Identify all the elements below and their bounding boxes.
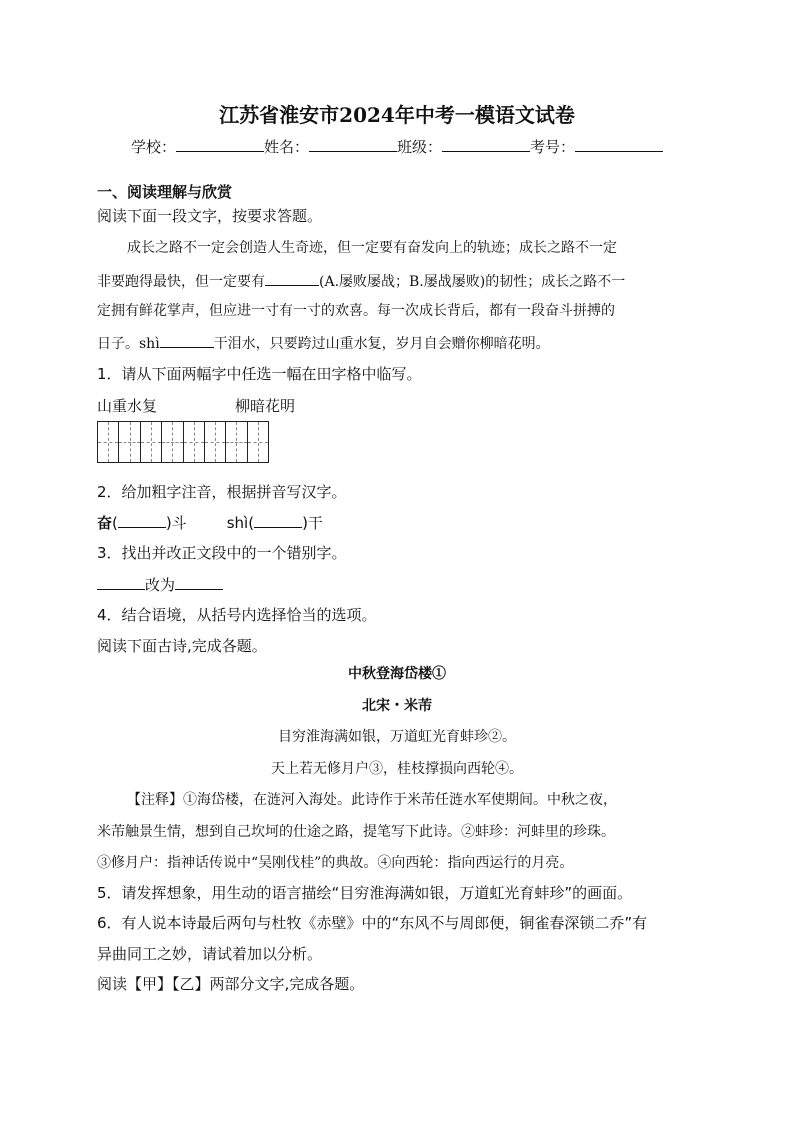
reading-intro: 阅读下面一段文字，按要求答题。 bbox=[97, 207, 323, 225]
number-field[interactable] bbox=[575, 136, 663, 152]
question-2: 2．给加粗字注音，根据拼音写汉字。 bbox=[97, 483, 347, 501]
poem-line-1: 目穷淮海满如银，万道虹光育蚌珍②。 bbox=[278, 729, 516, 745]
q2-pinyin-blank[interactable] bbox=[118, 512, 166, 528]
passage-blank-char[interactable] bbox=[160, 332, 214, 348]
passage-line-4 bbox=[97, 332, 550, 354]
number-label: 考号： bbox=[530, 138, 576, 156]
q2-pinyin: shì( bbox=[226, 514, 255, 532]
grid-cell[interactable] bbox=[119, 422, 140, 462]
q2-close-b: )干 bbox=[302, 514, 323, 532]
grid-cell[interactable] bbox=[226, 422, 247, 462]
passage-line-1: 成长之路不一定会创造人生奇迹，但一定要有奋发向上的轨迹；成长之路不一定 bbox=[127, 240, 617, 256]
question-1: 1．请从下面两幅字中任选一幅在田字格中临写。 bbox=[97, 365, 422, 383]
grid-cell[interactable] bbox=[162, 422, 183, 462]
question-6-line-1: 6．有人说本诗最后两句与杜牧《赤壁》中的“东风不与周郎便，铜雀春深锁二乔”有 bbox=[97, 914, 648, 932]
passage-line-2-end: (A.屡败屡战；B.屡战屡败)的韧性；成长之路不一 bbox=[319, 274, 626, 290]
q1-word-1: 山重水复 bbox=[97, 397, 158, 415]
poem-author: 北宋・米芾 bbox=[362, 698, 432, 714]
school-field[interactable] bbox=[176, 136, 264, 152]
q2-hanzi-blank[interactable] bbox=[254, 512, 302, 528]
student-info-row bbox=[0, 136, 794, 157]
q3-wrong-blank[interactable] bbox=[97, 574, 145, 590]
grid-cell[interactable] bbox=[98, 422, 119, 462]
notes-line-2: 米芾触景生情，想到自己坎坷的仕途之路，提笔写下此诗。②蚌珍：河蚌里的珍珠。 bbox=[97, 824, 615, 840]
school-label: 学校： bbox=[130, 138, 176, 156]
section-heading: 一、阅读理解与欣赏 bbox=[97, 183, 233, 201]
passage-blank-choice[interactable] bbox=[265, 270, 319, 286]
q1-words bbox=[97, 396, 295, 416]
q2-close-a: )斗 bbox=[165, 514, 187, 532]
passage-line-4-start: 日子。shì bbox=[97, 336, 160, 352]
name-field[interactable] bbox=[309, 136, 397, 152]
name-label: 姓名： bbox=[263, 138, 309, 156]
notes-line-3: ③修月户：指神话传说中“吴刚伐桂”的典故。④向西轮：指向西运行的月亮。 bbox=[97, 855, 574, 871]
question-4: 4．结合语境，从括号内选择恰当的选项。 bbox=[97, 606, 377, 624]
q2-answers bbox=[97, 512, 323, 533]
q1-word-2: 柳暗花明 bbox=[235, 397, 296, 415]
q2-bold-char: 奋 bbox=[97, 514, 113, 532]
question-3: 3．找出并改正文段中的一个错别字。 bbox=[97, 544, 347, 562]
q2-open-paren: ( bbox=[112, 514, 118, 532]
tianzige-grid[interactable] bbox=[97, 421, 269, 463]
passage-line-2-start: 非要跑得最快，但一定要有 bbox=[97, 274, 265, 290]
passage-line-4-end: 干泪水，只要跨过山重水复，岁月自会赠你柳暗花明。 bbox=[213, 336, 550, 352]
grid-cell[interactable] bbox=[141, 422, 162, 462]
notes-line-1: 【注释】①海岱楼，在涟河入海处。此诗作于米芾任涟水军使期间。中秋之夜， bbox=[127, 792, 617, 808]
page-title: 江苏省淮安市2024年中考一模语文试卷 bbox=[219, 103, 575, 127]
passage-line-2 bbox=[97, 270, 625, 292]
poem-line-2: 天上若无修月户③，桂枝撑损向西轮④。 bbox=[271, 761, 523, 777]
next-reading-intro: 阅读【甲】【乙】两部分文字,完成各题。 bbox=[97, 975, 365, 993]
class-label: 班级： bbox=[397, 138, 443, 156]
passage-line-3: 定拥有鲜花掌声，但应进一寸有一寸的欢喜。每一次成长背后，都有一段奋斗拼搏的 bbox=[97, 303, 615, 319]
poem-intro: 阅读下面古诗,完成各题。 bbox=[97, 637, 267, 655]
grid-cell[interactable] bbox=[205, 422, 226, 462]
class-field[interactable] bbox=[442, 136, 530, 152]
question-6-line-2: 异曲同工之妙，请试着加以分析。 bbox=[97, 945, 323, 963]
poem-title: 中秋登海岱楼① bbox=[348, 666, 446, 682]
grid-cell[interactable] bbox=[248, 422, 268, 462]
question-5: 5．请发挥想象，用生动的语言描绘“目穷淮海满如银，万道虹光育蚌珍”的画面。 bbox=[97, 884, 633, 902]
grid-cell[interactable] bbox=[184, 422, 205, 462]
q3-answer bbox=[97, 574, 223, 595]
q3-change-to: 改为 bbox=[145, 576, 176, 594]
q3-correct-blank[interactable] bbox=[175, 574, 223, 590]
